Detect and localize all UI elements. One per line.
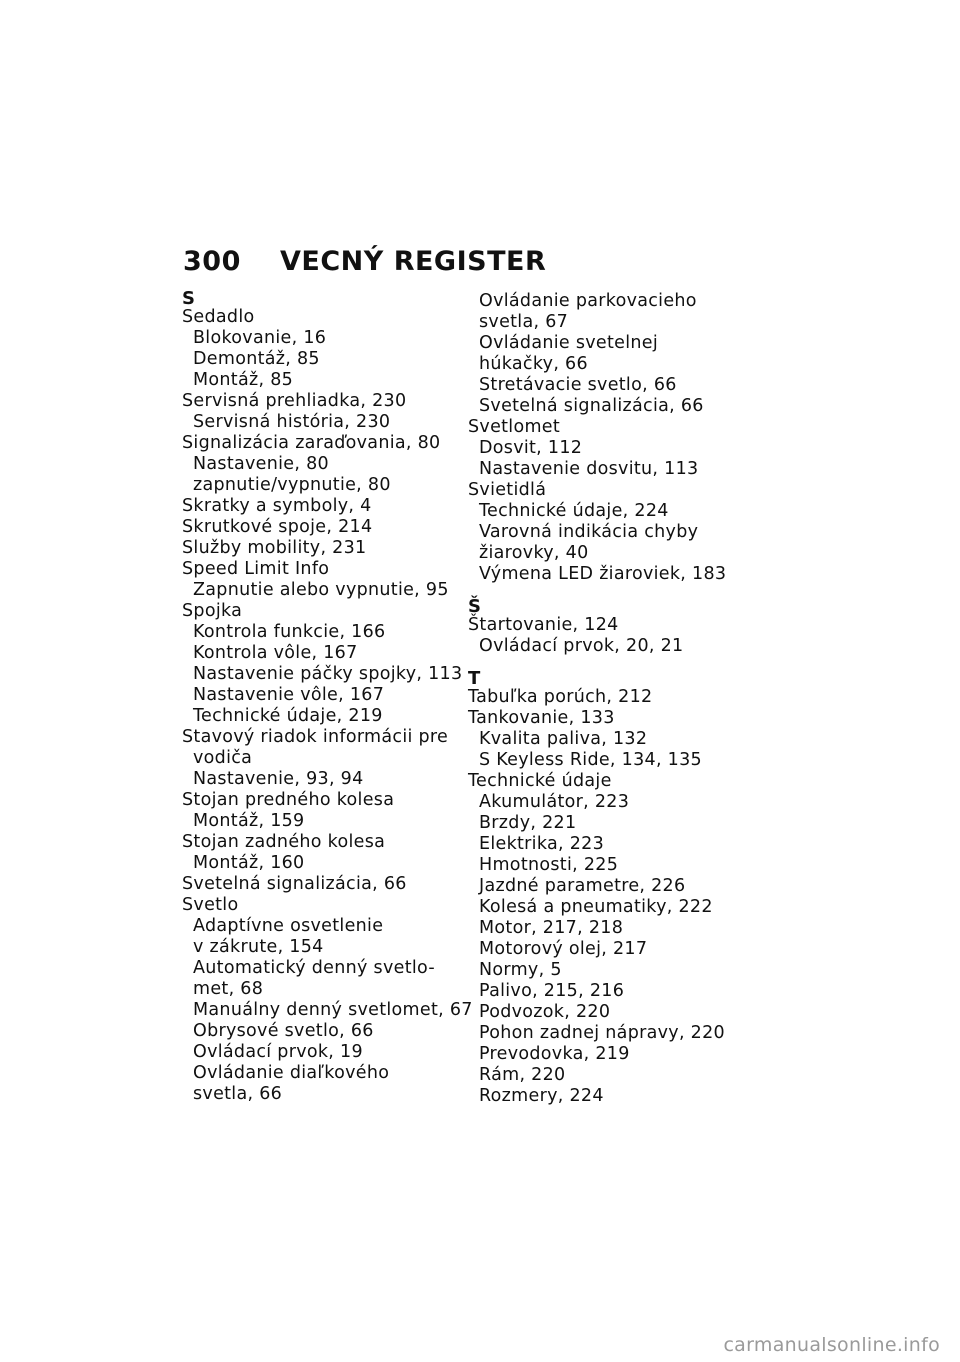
index-subentry: Dosvit, 112 — [479, 438, 583, 458]
index-subentry: Jazdné parametre, 226 — [479, 876, 686, 896]
index-entry — [182, 307, 457, 391]
index-entry — [182, 601, 463, 727]
index-entry-main: Svietidlá — [468, 480, 547, 500]
index-subentry: Kvalita paliva, 132 — [479, 729, 648, 749]
index-subentry: Rozmery, 224 — [479, 1086, 604, 1106]
index-subentry: Motorový olej, 217 — [479, 939, 648, 959]
index-subentry: Servisná história, 230 — [193, 412, 391, 432]
index-entry-main: Svetlomet — [468, 417, 561, 437]
index-entry — [182, 832, 457, 874]
index-letter-t: T — [468, 668, 481, 689]
index-subentry: Podvozok, 220 — [479, 1002, 611, 1022]
index-subentry: Normy, 5 — [479, 960, 562, 980]
index-subentry: Prevodovka, 219 — [479, 1044, 630, 1064]
index-entry — [182, 391, 457, 433]
index-subentry: Adaptívne osvetlenie — [193, 916, 384, 936]
index-entry-main: Stojan predného kolesa — [182, 790, 395, 810]
index-subentry: Kontrola vôle, 167 — [193, 643, 358, 663]
index-entry — [182, 727, 457, 790]
index-entry — [468, 615, 758, 657]
index-subentry: Manuálny denný svetlomet, 67 — [193, 1000, 473, 1020]
index-entry-main: Služby mobility, 231 — [182, 538, 367, 558]
index-subentry: húkačky, 66 — [479, 354, 588, 374]
index-subentry: Zapnutie alebo vypnutie, 95 — [193, 580, 449, 600]
index-subentry: Varovná indikácia chyby — [479, 522, 699, 542]
index-entry — [182, 538, 457, 559]
index-entry — [468, 417, 758, 480]
index-subentry: Ovládací prvok, 20, 21 — [479, 636, 684, 656]
index-subentry: Obrysové svetlo, 66 — [193, 1021, 374, 1041]
index-subentry: Palivo, 215, 216 — [479, 981, 625, 1001]
index-entry-main: Svetelná signalizácia, 66 — [182, 874, 407, 894]
index-entry-main: Tabuľka porúch, 212 — [468, 687, 653, 707]
index-entry-main: Skrutkové spoje, 214 — [182, 517, 373, 537]
index-subentry: Brzdy, 221 — [479, 813, 577, 833]
index-entry — [468, 708, 758, 771]
index-entry-main: Sedadlo — [182, 307, 255, 327]
index-subentry: Demontáž, 85 — [193, 349, 320, 369]
index-subentry: Montáž, 159 — [193, 811, 305, 831]
index-entry-main: Spojka — [182, 601, 243, 621]
index-entry-main: Stojan zadného kolesa — [182, 832, 386, 852]
index-subentry: Montáž, 85 — [193, 370, 294, 390]
index-column-right — [468, 291, 758, 1107]
index-entry-main-continued: vodiča — [193, 748, 253, 768]
index-subentry: Montáž, 160 — [193, 853, 305, 873]
index-subentry: Nastavenie, 93, 94 — [193, 769, 364, 789]
index-subentry: v zákrute, 154 — [193, 937, 324, 957]
index-entry — [468, 480, 758, 585]
index-subentry: Nastavenie dosvitu, 113 — [479, 459, 699, 479]
index-entry-main: Servisná prehliadka, 230 — [182, 391, 407, 411]
index-entry-main: Signalizácia zaraďovania, 80 — [182, 433, 441, 453]
index-entry — [468, 771, 758, 1107]
index-subentry: Technické údaje, 219 — [193, 706, 383, 726]
index-subentry: Automatický denný svetlo- — [193, 958, 435, 978]
index-subentry: Akumulátor, 223 — [479, 792, 630, 812]
index-subentry: Rám, 220 — [479, 1065, 566, 1085]
index-subentry: Pohon zadnej nápravy, 220 — [479, 1023, 725, 1043]
index-subentry: Výmena LED žiaroviek, 183 — [479, 564, 727, 584]
index-letter-sh: Š — [468, 596, 482, 617]
index-subentry: svetla, 66 — [193, 1084, 283, 1104]
index-entry — [468, 687, 758, 708]
index-subentry: Kolesá a pneumatiky, 222 — [479, 897, 713, 917]
page-title: VECNÝ REGISTER — [280, 246, 547, 277]
index-subentry: S Keyless Ride, 134, 135 — [479, 750, 702, 770]
index-subentry: Kontrola funkcie, 166 — [193, 622, 386, 642]
index-entry-main: Skratky a symboly, 4 — [182, 496, 372, 516]
index-subentry: Blokovanie, 16 — [193, 328, 327, 348]
index-subentry: Stretávacie svetlo, 66 — [479, 375, 677, 395]
index-column-left — [182, 288, 473, 1105]
index-subentry: Nastavenie vôle, 167 — [193, 685, 385, 705]
index-entry — [182, 790, 457, 832]
index-entry-main: Štartovanie, 124 — [468, 615, 619, 635]
index-subentry: Svetelná signalizácia, 66 — [479, 396, 704, 416]
index-subentry: Ovládanie parkovacieho — [479, 291, 697, 311]
page-number: 300 — [183, 246, 241, 277]
index-entry-main: Speed Limit Info — [182, 559, 330, 579]
index-subentry: Hmotnosti, 225 — [479, 855, 619, 875]
index-entry — [182, 874, 457, 895]
index-entry-main: Technické údaje — [468, 771, 612, 791]
watermark: carmanualsonline.info — [723, 1334, 940, 1356]
index-entry — [182, 433, 457, 496]
index-entry — [182, 559, 457, 601]
index-subentry: Ovládanie svetelnej — [479, 333, 658, 353]
index-subentry: Elektrika, 223 — [479, 834, 605, 854]
index-subentry: Technické údaje, 224 — [479, 501, 669, 521]
index-entry-main: Tankovanie, 133 — [468, 708, 615, 728]
index-subentry: Ovládanie diaľkového — [193, 1063, 390, 1083]
index-subentry: Nastavenie páčky spojky, 113 — [193, 664, 463, 684]
page-header — [183, 246, 546, 277]
index-subentry: zapnutie/vypnutie, 80 — [193, 475, 391, 495]
index-letter-s: S — [182, 288, 196, 309]
index-subentry: Ovládací prvok, 19 — [193, 1042, 363, 1062]
index-entry-main: Stavový riadok informácii pre — [182, 727, 449, 747]
index-entry — [182, 496, 457, 517]
index-entry — [182, 895, 473, 1105]
index-subentry: žiarovky, 40 — [479, 543, 589, 563]
index-subentry: met, 68 — [193, 979, 264, 999]
index-subentry: Motor, 217, 218 — [479, 918, 624, 938]
index-entry — [182, 517, 457, 538]
index-subentry: svetla, 67 — [479, 312, 569, 332]
index-subentry: Nastavenie, 80 — [193, 454, 329, 474]
index-entry-main: Svetlo — [182, 895, 239, 915]
